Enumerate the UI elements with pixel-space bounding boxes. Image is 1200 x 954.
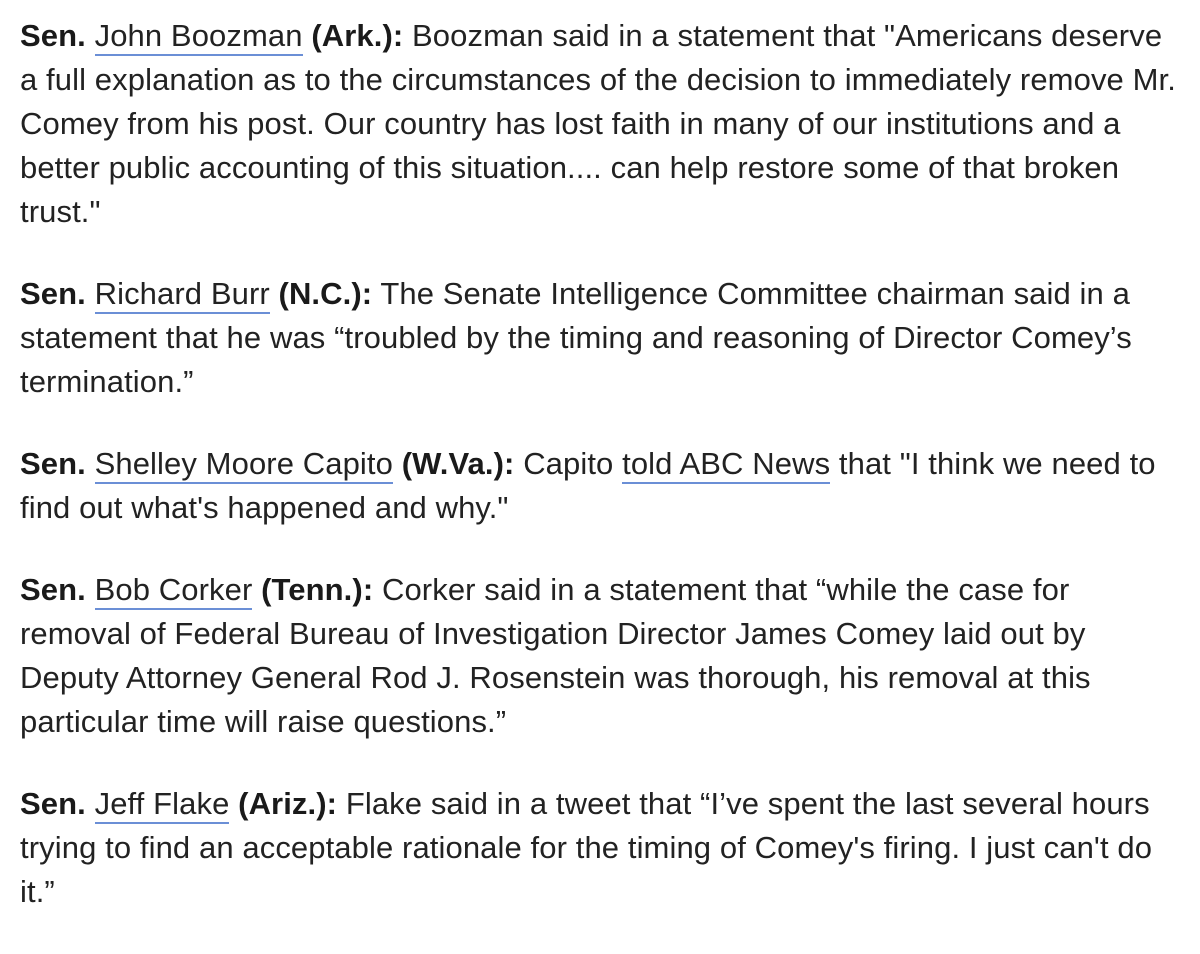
senator-quote-after: that "I think we need to find out what's happened and why."	[20, 446, 1156, 525]
senator-name-link[interactable]: Jeff Flake	[95, 786, 230, 824]
senator-title: Sen.	[20, 446, 86, 481]
abc-news-link[interactable]: told ABC News	[622, 446, 830, 484]
senator-entry-burr	[20, 272, 1180, 404]
senator-state: (N.C.):	[278, 276, 373, 311]
senator-entry-corker	[20, 568, 1180, 744]
senator-state: (W.Va.):	[401, 446, 515, 481]
senator-name-link[interactable]: Richard Burr	[95, 276, 270, 314]
senator-title: Sen.	[20, 786, 86, 821]
senator-quote: The Senate Intelligence Committee chairman said in a statement that he was “troubled by the timing and reasoning of Director Comey’s termination.”	[20, 276, 1132, 399]
senator-title: Sen.	[20, 18, 86, 53]
senator-name-link[interactable]: John Boozman	[95, 18, 303, 56]
senator-state: (Ariz.):	[238, 786, 338, 821]
senator-title: Sen.	[20, 276, 86, 311]
senator-state: (Tenn.):	[261, 572, 374, 607]
senator-quote: Flake said in a tweet that “I’ve spent the last several hours trying to find an acceptable rationale for the timing of Comey's firing. I just can't do it.”	[20, 786, 1153, 909]
senator-quote: Boozman said in a statement that "Americans deserve a full explanation as to the circumstances of the decision to immediately remove Mr. Comey from his post. Our country has lost faith in many of our institutions and a better public accounting of this situation.... can help restore some of that broken trust."	[20, 18, 1176, 229]
article-body	[20, 14, 1180, 914]
senator-state: (Ark.):	[311, 18, 404, 53]
senator-quote-before: Capito	[523, 446, 614, 481]
senator-entry-boozman	[20, 14, 1180, 234]
senator-entry-capito	[20, 442, 1180, 530]
senator-quote: Corker said in a statement that “while the case for removal of Federal Bureau of Investigation Director James Comey laid out by Deputy Attorney General Rod J. Rosenstein was thorough, his removal at this particular time will raise questions.”	[20, 572, 1091, 739]
senator-name-link[interactable]: Bob Corker	[95, 572, 253, 610]
senator-title: Sen.	[20, 572, 86, 607]
senator-entry-flake	[20, 782, 1180, 914]
senator-name-link[interactable]: Shelley Moore Capito	[95, 446, 393, 484]
